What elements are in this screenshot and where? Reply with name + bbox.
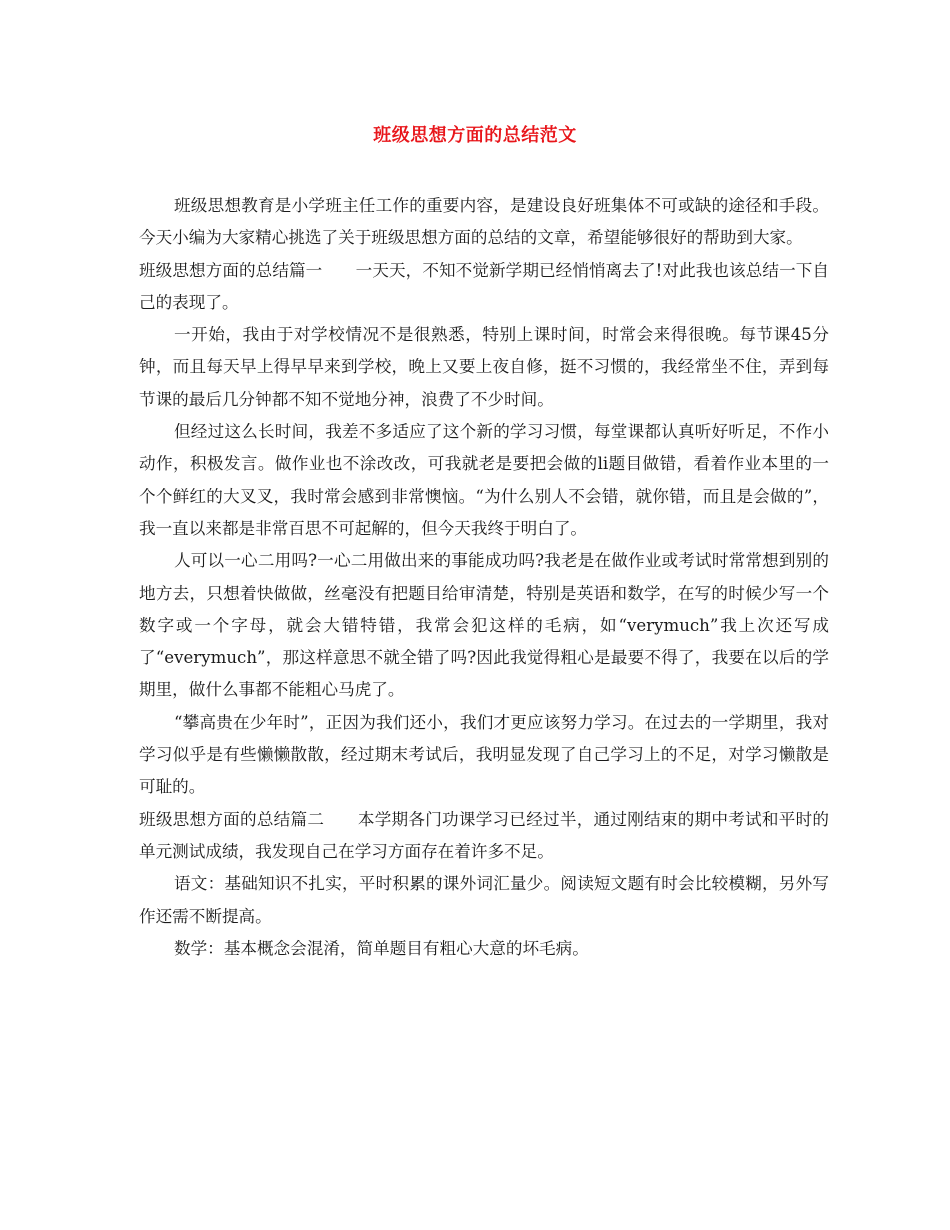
math-subject-paragraph: 数学：基本概念会混淆，简单题目有粗心大意的坏毛病。: [174, 938, 589, 958]
body-paragraph: “攀高贵在少年时”，正因为我们还小，我们才更应该努力学习。在过去的一学期里，我对学习似乎是有些懒懒散散，经过期末考试后，我明显发现了自己学习上的不足，对学习懒散是可耻的。: [139, 712, 829, 797]
chinese-subject-paragraph: 语文：基础知识不扎实，平时积累的课外词汇量少。阅读短文题有时会比较模糊，另外写作还需不断提高。: [139, 874, 829, 926]
section-two-heading-paragraph: 班级思想方面的总结篇二 本学期各门功课学习已经过半，通过刚结束的期中考试和平时的单元测试成绩，我发现自己在学习方面存在着许多不足。: [139, 809, 829, 861]
document-body: [139, 190, 829, 965]
body-paragraph: 一开始，我由于对学校情况不是很熟悉，特别上课时间，时常会来得很晚。每节课45分钟，而且每天早上得早早来到学校，晚上又要上夜自修，挺不习惯的，我经常坐不住，弄到每节课的最后几分钟都不知不觉地分神，浪费了不少时间。: [139, 325, 829, 409]
intro-paragraph: 班级思想教育是小学班主任工作的重要内容，是建设良好班集体不可或缺的途径和手段。今天小编为大家精心挑选了关于班级思想方面的总结的文章，希望能够很好的帮助到大家。: [139, 196, 829, 248]
document-title: 班级思想方面的总结范文: [373, 125, 577, 146]
body-paragraph: 但经过这么长时间，我差不多适应了这个新的学习习惯，每堂课都认真听好听足，不作小动作，积极发言。做作业也不涂改改，可我就老是要把会做的li题目做错，看着作业本里的一个个鲜红的大叉叉，我时常会感到非常懊恼。“为什么别人不会错，就你错，而且是会做的”，我一直以来都是非常百思不可起解的，但今天我终于明白了。: [139, 422, 829, 538]
body-paragraph: 人可以一心二用吗?一心二用做出来的事能成功吗?我老是在做作业或考试时常常想到别的地方去，只想着快做做，丝毫没有把题目给审清楚，特别是英语和数学，在写的时候少写一个数字或一个字母，就会大错特错，我常会犯这样的毛病，如“verymuch”我上次还写成了“everymuch”，那这样意思不就全错了吗?因此我觉得粗心是最要不得了，我要在以后的学期里，做什么事都不能粗心马虎了。: [139, 551, 829, 700]
section-one-heading-paragraph: 班级思想方面的总结篇一 一天天，不知不觉新学期已经悄悄离去了!对此我也该总结一下自己的表现了。: [139, 260, 829, 312]
